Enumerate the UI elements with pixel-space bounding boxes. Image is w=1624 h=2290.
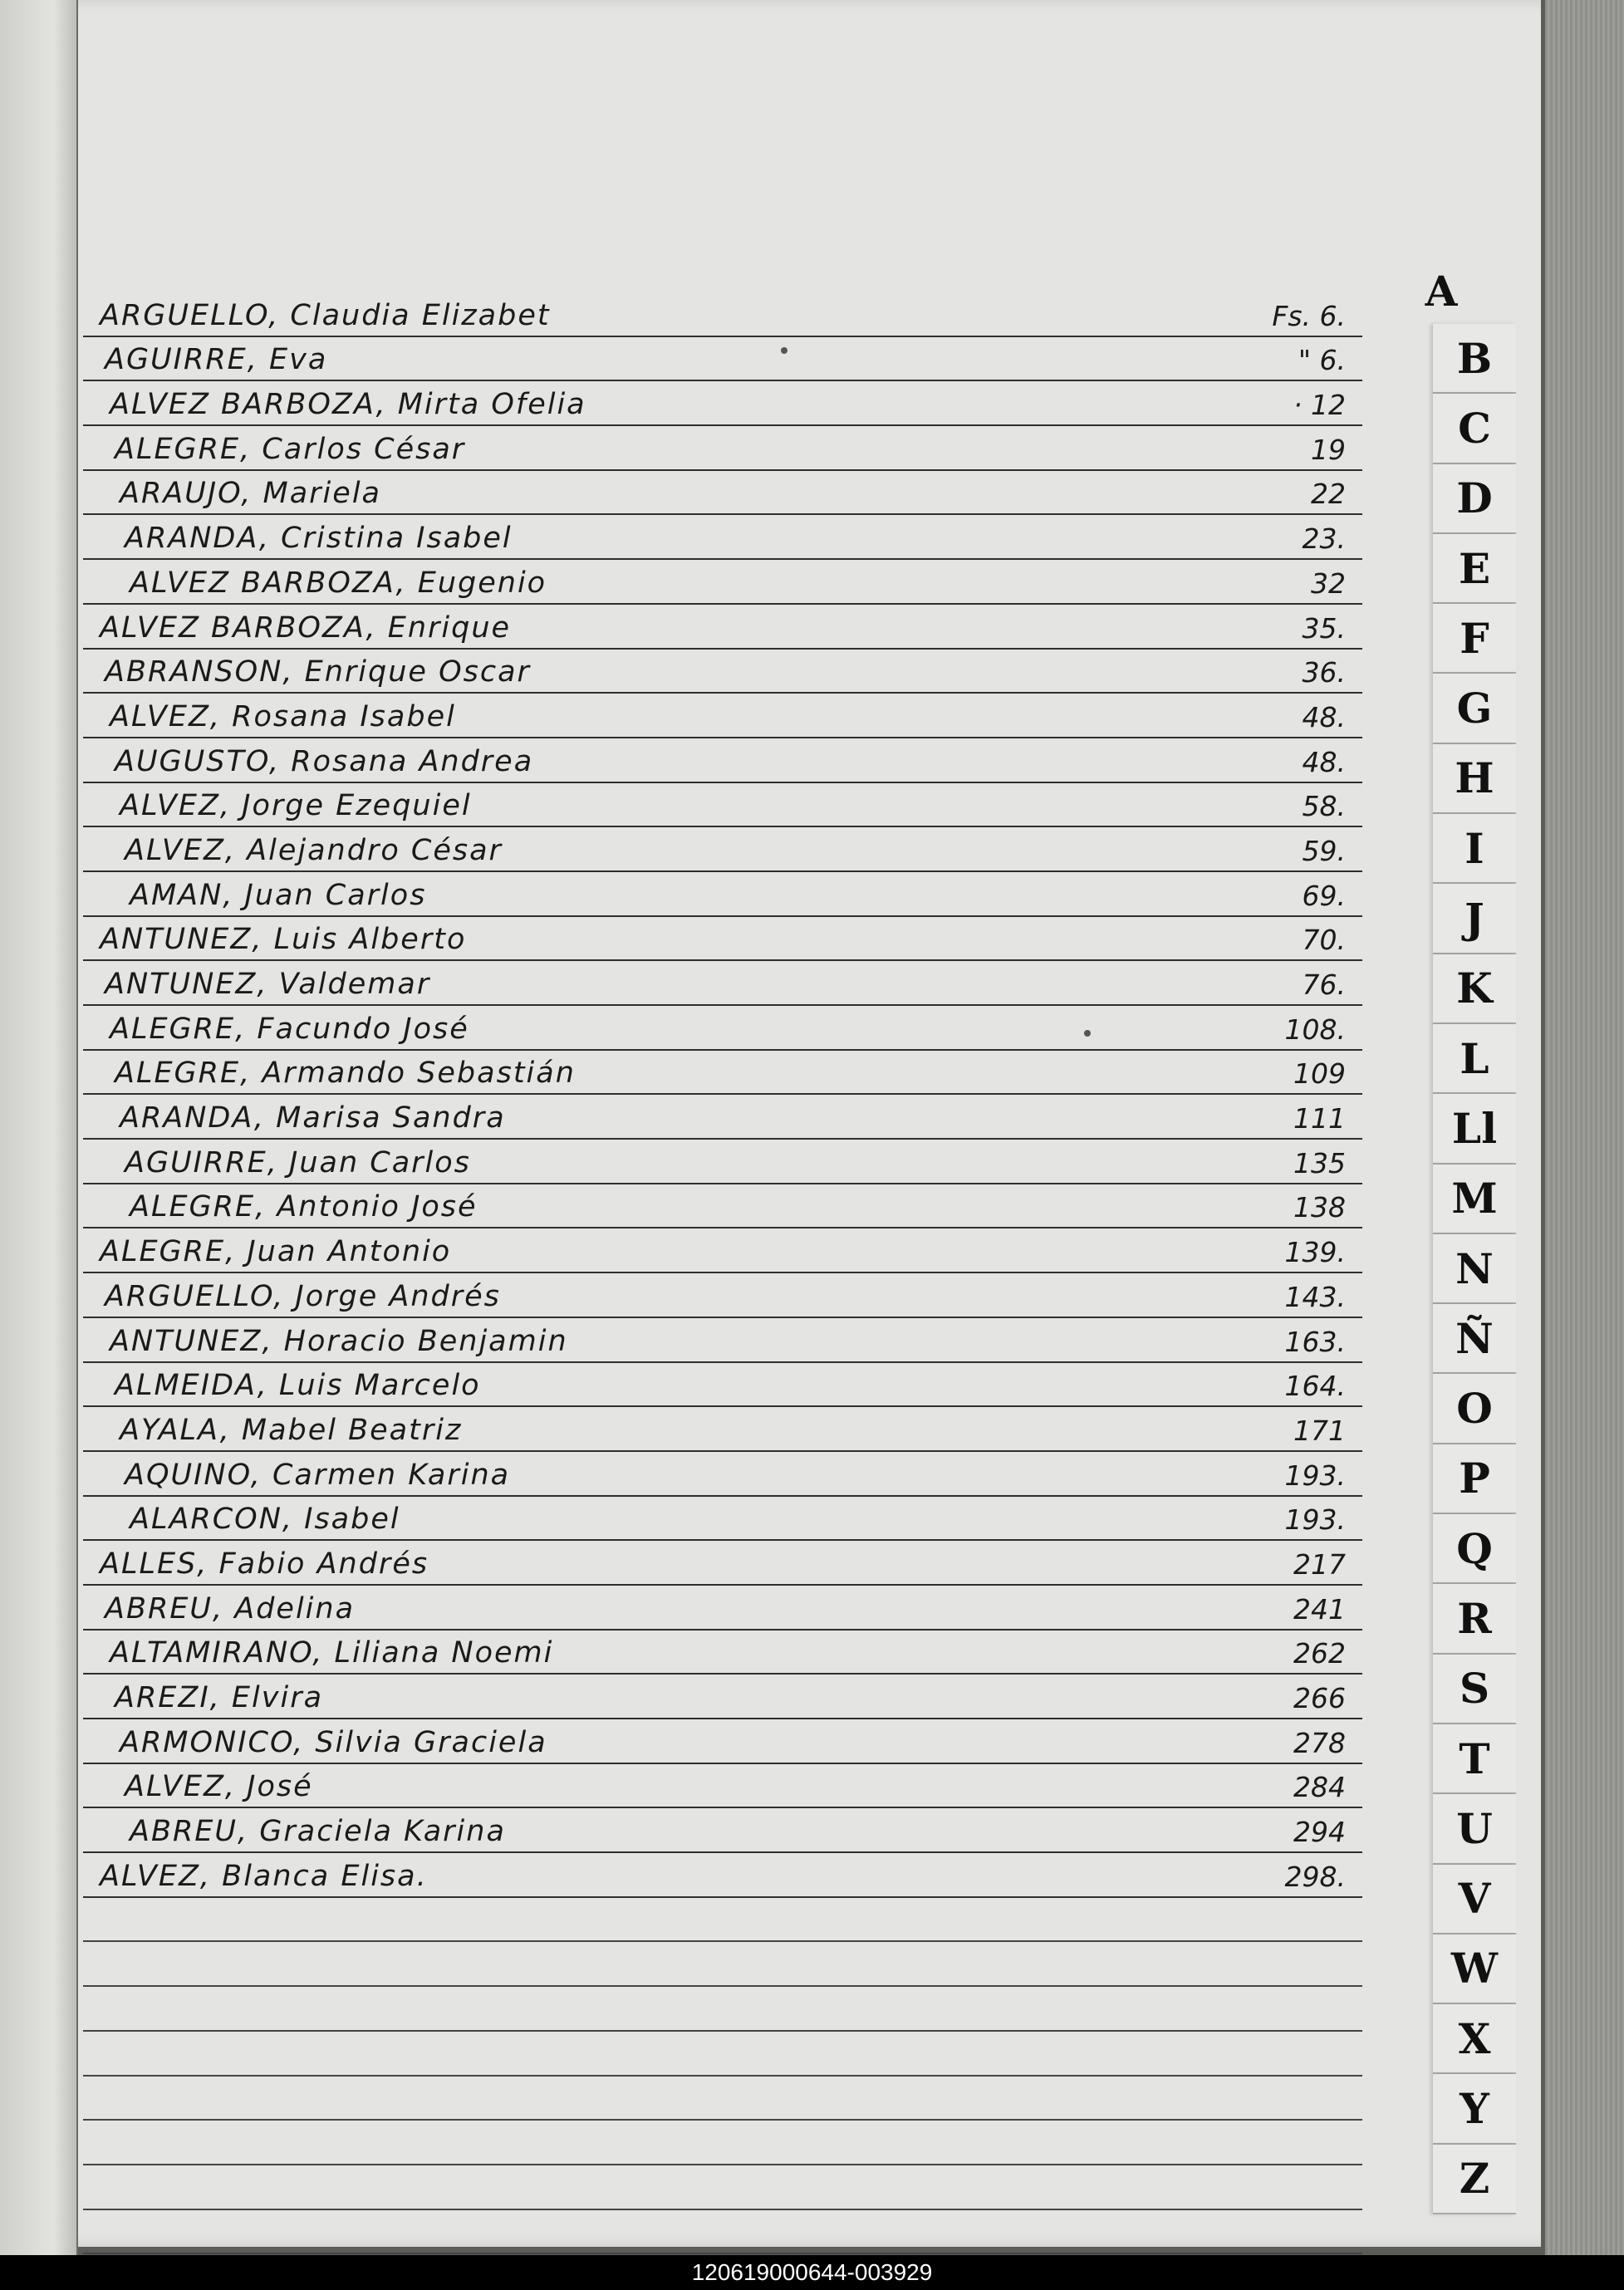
entry-folio: 23. (1302, 522, 1346, 556)
tab-letter[interactable]: Ñ (1433, 1304, 1516, 1374)
index-entry (83, 1452, 1362, 1497)
index-entry (83, 650, 1362, 694)
entry-folio: 48. (1302, 745, 1346, 778)
entry-folio: 217 (1293, 1547, 1346, 1581)
tab-letter[interactable]: D (1433, 464, 1516, 534)
index-entry (83, 1407, 1362, 1452)
entry-folio: 32 (1311, 566, 1346, 600)
tab-letter[interactable]: P (1433, 1444, 1516, 1514)
tab-letter[interactable]: Ll (1433, 1094, 1516, 1164)
index-entry (83, 1184, 1362, 1229)
previous-page-edge (0, 0, 78, 2255)
entry-name: ALVEZ BARBOZA, Enrique (100, 611, 512, 645)
tab-letter[interactable]: U (1433, 1794, 1516, 1864)
tab-letter[interactable]: G (1433, 674, 1516, 743)
entry-folio: 76. (1302, 968, 1346, 1001)
index-entry (83, 515, 1362, 560)
blank-ruled-line (83, 2032, 1362, 2077)
entry-folio: 163. (1284, 1325, 1346, 1358)
entry-name: ANTUNEZ, Luis Alberto (100, 923, 467, 957)
entry-name: AREZI, Elvira (115, 1681, 324, 1714)
index-entry (83, 783, 1362, 828)
index-entry (83, 1675, 1362, 1719)
index-entry (83, 694, 1362, 738)
entry-folio: 139. (1284, 1236, 1346, 1269)
tab-letter[interactable]: N (1433, 1234, 1516, 1304)
entry-folio: 241 (1293, 1592, 1346, 1626)
entry-folio: 266 (1293, 1682, 1346, 1714)
tab-letter[interactable]: H (1433, 744, 1516, 814)
scan-id-footer (0, 2255, 1624, 2290)
entry-folio: Fs. 6. (1272, 299, 1346, 332)
entry-name: ALVEZ, Jorge Ezequiel (120, 789, 472, 823)
tab-letter[interactable]: M (1433, 1165, 1516, 1234)
entry-folio: 193. (1284, 1503, 1346, 1537)
index-entries (83, 292, 1362, 2254)
tab-letter[interactable]: B (1433, 324, 1516, 394)
entry-folio: 70. (1302, 924, 1346, 957)
entry-folio: 108. (1284, 1013, 1346, 1046)
index-entry (83, 1051, 1362, 1096)
entry-folio: 164. (1284, 1370, 1346, 1403)
entry-folio: 143. (1284, 1280, 1346, 1313)
entry-name: AYALA, Mabel Beatriz (120, 1413, 463, 1447)
entry-name: AQUINO, Carmen Karina (125, 1458, 511, 1492)
index-entry (83, 605, 1362, 650)
tab-letter[interactable]: V (1433, 1865, 1516, 1934)
index-entry (83, 337, 1362, 382)
entry-name: ALARCON, Isabel (130, 1503, 400, 1537)
entry-name: ANTUNEZ, Horacio Benjamin (110, 1324, 568, 1358)
entry-folio: 36. (1302, 656, 1346, 689)
entry-name: ALVEZ, Alejandro César (125, 833, 503, 867)
index-entry (83, 1228, 1362, 1273)
tab-letter[interactable]: Z (1433, 2145, 1516, 2214)
tab-active-letter: A (1425, 266, 1458, 316)
index-entry (83, 1853, 1362, 1898)
entry-name: ALVEZ, Blanca Elisa. (100, 1859, 428, 1893)
index-entry (83, 560, 1362, 605)
entry-folio: 135 (1293, 1146, 1346, 1179)
entry-name: ALVEZ BARBOZA, Eugenio (130, 566, 547, 600)
entry-folio: 298. (1284, 1860, 1346, 1893)
book-binding (1545, 0, 1624, 2255)
entry-name: ALEGRE, Juan Antonio (100, 1235, 452, 1269)
tab-list (1433, 324, 1516, 2214)
index-entry (83, 471, 1362, 516)
tab-letter[interactable]: E (1433, 534, 1516, 604)
entry-folio: 193. (1284, 1459, 1346, 1492)
entry-name: ARMONICO, Silvia Graciela (120, 1725, 547, 1759)
index-entry (83, 1006, 1362, 1051)
entry-name: ARANDA, Marisa Sandra (120, 1101, 506, 1135)
index-entry (83, 1273, 1362, 1318)
index-entry (83, 1630, 1362, 1675)
index-entry (83, 1764, 1362, 1809)
tab-letter[interactable]: Q (1433, 1514, 1516, 1584)
tab-letter[interactable]: X (1433, 2004, 1516, 2074)
entry-folio: 69. (1302, 879, 1346, 912)
index-entry (83, 1095, 1362, 1140)
entry-name: ANTUNEZ, Valdemar (105, 968, 431, 1001)
entry-folio: 138 (1293, 1191, 1346, 1224)
entry-folio: 278 (1293, 1726, 1346, 1759)
entry-name: ABRANSON, Enrique Oscar (105, 655, 531, 689)
entry-folio: 294 (1293, 1816, 1346, 1849)
entry-name: ALEGRE, Antonio José (130, 1190, 478, 1224)
entry-folio: 35. (1302, 611, 1346, 645)
blank-ruled-line (83, 1942, 1362, 1987)
entry-folio: · 12 (1293, 389, 1346, 422)
ink-spot (781, 347, 787, 354)
index-entry (83, 1808, 1362, 1853)
tab-letter[interactable]: W (1433, 1934, 1516, 2004)
blank-ruled-line (83, 2077, 1362, 2121)
index-entry (83, 1140, 1362, 1184)
index-entry (83, 292, 1362, 337)
entry-folio: " 6. (1298, 344, 1346, 377)
index-entry (83, 872, 1362, 917)
index-entry (83, 1318, 1362, 1363)
ink-spot (1084, 1030, 1091, 1037)
entry-name: ABREU, Adelina (105, 1591, 356, 1626)
index-entry (83, 426, 1362, 471)
tab-letter[interactable]: I (1433, 814, 1516, 884)
tab-letter[interactable]: T (1433, 1724, 1516, 1794)
entry-name: ALVEZ, José (125, 1770, 313, 1804)
entry-folio: 111 (1293, 1102, 1346, 1135)
entry-name: ALEGRE, Facundo José (110, 1012, 469, 1046)
entry-folio: 19 (1311, 433, 1346, 466)
entry-name: AGUIRRE, Eva (105, 343, 328, 377)
entry-folio: 58. (1302, 790, 1346, 823)
tab-letter[interactable]: K (1433, 954, 1516, 1024)
index-entry (83, 1497, 1362, 1542)
tab-letter[interactable]: O (1433, 1374, 1516, 1444)
entry-name: ALVEZ, Rosana Isabel (110, 699, 456, 733)
entry-name: ARAUJO, Mariela (120, 477, 381, 511)
entry-name: ALVEZ BARBOZA, Mirta Ofelia (110, 388, 586, 422)
entry-name: ARGUELLO, Claudia Elizabet (100, 298, 551, 332)
entry-folio: 22 (1311, 478, 1346, 511)
blank-ruled-line (83, 2165, 1362, 2210)
index-entry (83, 381, 1362, 426)
entry-name: AGUIRRE, Juan Carlos (125, 1145, 471, 1179)
entry-folio: 59. (1302, 834, 1346, 867)
tab-letter[interactable]: S (1433, 1655, 1516, 1724)
entry-name: ALEGRE, Carlos César (115, 432, 466, 466)
index-entry (83, 961, 1362, 1006)
entry-folio: 171 (1293, 1414, 1346, 1447)
entry-folio: 109 (1293, 1057, 1346, 1091)
tab-letter[interactable]: J (1433, 884, 1516, 954)
entry-name: ARANDA, Cristina Isabel (125, 522, 513, 556)
entry-name: ARGUELLO, Jorge Andrés (105, 1279, 501, 1313)
entry-name: ALLES, Fabio Andrés (100, 1547, 429, 1581)
entry-name: ALMEIDA, Luis Marcelo (115, 1369, 481, 1403)
entry-name: AUGUSTO, Rosana Andrea (115, 744, 534, 778)
index-entry (83, 827, 1362, 872)
index-entry (83, 1719, 1362, 1764)
entry-folio: 48. (1302, 700, 1346, 733)
entry-folio: 262 (1293, 1637, 1346, 1670)
ledger-page (33, 0, 1541, 2247)
tab-letter[interactable]: C (1433, 394, 1516, 463)
entry-name: ALEGRE, Armando Sebastián (115, 1057, 576, 1091)
blank-ruled-line (83, 2121, 1362, 2165)
tab-letter[interactable]: F (1433, 604, 1516, 674)
blank-ruled-line (83, 1987, 1362, 2032)
entry-name: ABREU, Graciela Karina (130, 1815, 506, 1849)
blank-ruled-line (83, 2210, 1362, 2255)
index-entry (83, 1363, 1362, 1408)
entry-name: ALTAMIRANO, Liliana Noemi (110, 1636, 554, 1670)
document-id: 120619000644-003929 (691, 2259, 933, 2285)
index-entry (83, 1541, 1362, 1586)
index-entry (83, 917, 1362, 962)
tab-letter[interactable]: L (1433, 1024, 1516, 1094)
blank-ruled-line (83, 1898, 1362, 1943)
entry-name: AMAN, Juan Carlos (130, 878, 427, 912)
index-entry (83, 1586, 1362, 1630)
entry-folio: 284 (1293, 1771, 1346, 1804)
tab-letter[interactable]: Y (1433, 2074, 1516, 2144)
index-entry (83, 738, 1362, 783)
tab-letter[interactable]: R (1433, 1584, 1516, 1654)
